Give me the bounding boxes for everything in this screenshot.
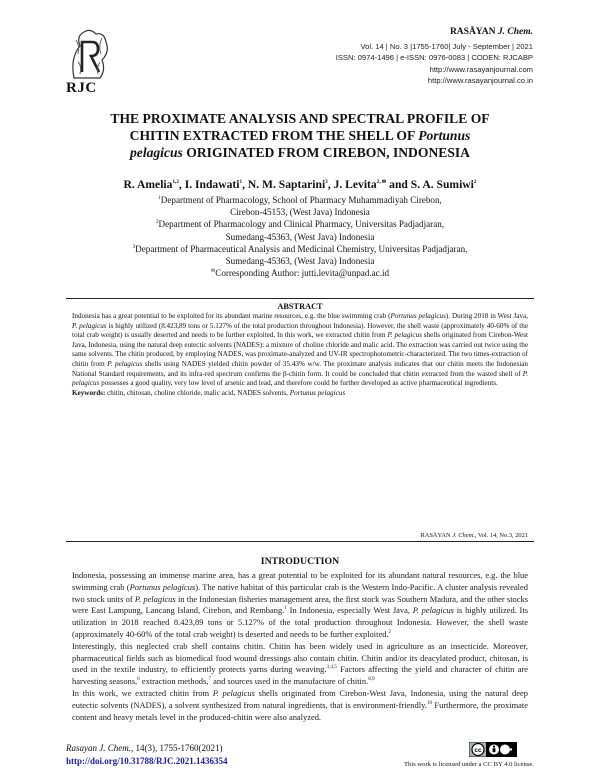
paragraph: Interestingly, this neglected crab shell contains chitin. Chitin has been widely used in agriculture as an insecticide. Moreover, pharmaceutical fields such as biomedical food wound dressings also contain chitin. Chitin and/or its deacylated product, chitosan, is used in the textile industry, to efficiently protects yarns during weaving.$^{3,4,5}$ Factors affecting the yield and character of chitin are harvesting seasons,$^6$ extraction methods,$^7$ and sources used in the manufacture of chitin.$^{8,9}$ xyxy=(72,640,528,687)
abstract-citation: RASĀYAN J. Chem., Vol. 14, No.3, 2021 xyxy=(420,532,528,539)
logo-text: RJC xyxy=(66,80,97,96)
cc-text: cc xyxy=(474,747,482,754)
affiliations xyxy=(60,194,540,279)
license-text: This work is licensed under a CC BY 4.0 license. xyxy=(404,761,534,768)
abstract-heading: ABSTRACT xyxy=(277,302,323,311)
journal-url-2[interactable]: http://www.rasayanjournal.co.in xyxy=(427,76,533,86)
affiliation-line: Sumedang-45363, (West Java) Indonesia xyxy=(225,231,375,242)
keywords: Keywords: chitin, chitosan, choline chloride, malic acid, NADES solvents, Portunus pelagicus xyxy=(72,388,346,397)
affiliation-line: $^3$Department of Pharmaceutical Analysis and Medicinal Chemistry, Universitas Padjadjaran, xyxy=(132,243,468,254)
journal-meta xyxy=(336,41,533,87)
abstract-body: Indonesia has a great potential to be exploited for its abundant marine resources, e.g. the blue swimming crab (Portunus pelagicus). During 2018 in West Java, P. pelagicus is highly utilized (8.423,89 tons or 5.127% of the total production throughout Indonesia). However, the shell waste (approximately 40-60% of the total crab weight) is usually deserted and needs to be further exploited. In this work, we extracted chitin from P. pelagicus shells originated from Cirebon-West Java, Indonesia, using the natural deep eutectic solvents (NADES): a mixture of choline chloride and malic acid. The extraction was carried out twice using the same solvents. The chitin produced, by employing NADES, was proximate-analyzed and UV-IR spectrophotometric-characterized. The two times-extraction of chitin from P. pelagicus shells using NADES yielded chitin powder of 35.43% w/w. The proximate analysis indicates that our chitin meets the Indonesian National Standard requirements, and its infra-red spectrum confirms the β-chitin form. It could be concluded that chitin extracted from the wasted shell of P. pelagicus possesses a good quality, very low level of arsenic and lead, and therefore could be further developed as active pharmaceutical ingredients. Keywords: chitin, chitosan, choline chloride, malic acid, NADES solvents, Portunus pelagicus xyxy=(72,312,528,397)
issn-line: ISSN: 0974-1496 | e-ISSN: 0976-0083 | CODEN: RJCABP xyxy=(335,53,533,63)
corresponding-author[interactable]: ✉Corresponding Author: jutti.levita@unpad.ac.id xyxy=(210,268,390,279)
doi-link[interactable]: http://doi.org/10.31788/RJC.2021.1436354 xyxy=(66,755,228,766)
affiliation-line: Sumedang-45363, (West Java) Indonesia xyxy=(225,256,375,267)
paper-title: THE PROXIMATE ANALYSIS AND SPECTRAL PROFILE OF CHITIN EXTRACTED FROM THE SHELL OF Portunus pelagicus ORIGINATED FROM CIREBON, INDONESIA xyxy=(110,111,490,160)
abstract-top-rule xyxy=(66,298,534,299)
volume-line: Vol. 14 | No. 3 |1755-1760| July - September | 2021 xyxy=(360,42,533,51)
journal-url-1[interactable]: http://www.rasayanjournal.com xyxy=(429,64,533,74)
author-list: R. Amelia$^{1,2}$, I. Indawati$^1$, N. M. Saptarini$^3$, J. Levita$^{2, ✉}$ and S. A. Sumiwi$^2$ xyxy=(123,178,477,191)
footer-citation: Rasayan J. Chem., 14(3), 1755-1760(2021) http://doi.org/10.31788/RJC.2021.1436354 xyxy=(66,743,228,766)
cc-by-license-badge[interactable] xyxy=(469,742,517,757)
abstract-bottom-rule xyxy=(66,541,534,542)
affiliation-line: $^1$Department of Pharmacology, School of Pharmacy Muhammadiyah Cirebon, xyxy=(158,194,442,205)
introduction-body xyxy=(72,570,528,723)
journal-name: RASĀYAN J. Chem. xyxy=(449,27,533,37)
affiliation-line: Cirebon-45153, (West Java) Indonesia xyxy=(230,207,370,218)
paragraph: In this work, we extracted chitin from P. pelagicus shells originated from Cirebon-West Java, Indonesia, using the natural deep eutectic solvents (NADES), a solvent synthesized from natural ingredients, that is environment-friendly.$^{10}$ Furthermore, the proximate content and heavy metals level in the produced-chitin were also analyzed. xyxy=(72,687,528,722)
introduction-heading: INTRODUCTION xyxy=(260,556,340,567)
paragraph: Indonesia, possessing an immense marine area, has a great potential to be exploited for its abundant natural resources, e.g. the blue swimming crab (Portunus pelagicus). The native habitat of this particular crab is the Western Indo-Pacific. A cluster analysis revealed two stock units of P. pelagicus in the Indonesian fisheries management area, the first stock was Southern Madura, and the other stocks were East Lampung, Lancang Island, Cirebon, and Rembang.$^1$ In Indonesia, especially West Java, P. pelagicus is highly utilized. Its utilization in 2018 reached 8.423,89 tons or 5.127% of the total production throughout Indonesia. However, the shell waste (approximately 40-60% of the total crab weight) is deserted and needs to be further exploited.$^2$ xyxy=(72,570,529,639)
affiliation-line: $^2$Department of Pharmacology and Clinical Pharmacy, Universitas Padjadjaran, xyxy=(155,219,445,230)
